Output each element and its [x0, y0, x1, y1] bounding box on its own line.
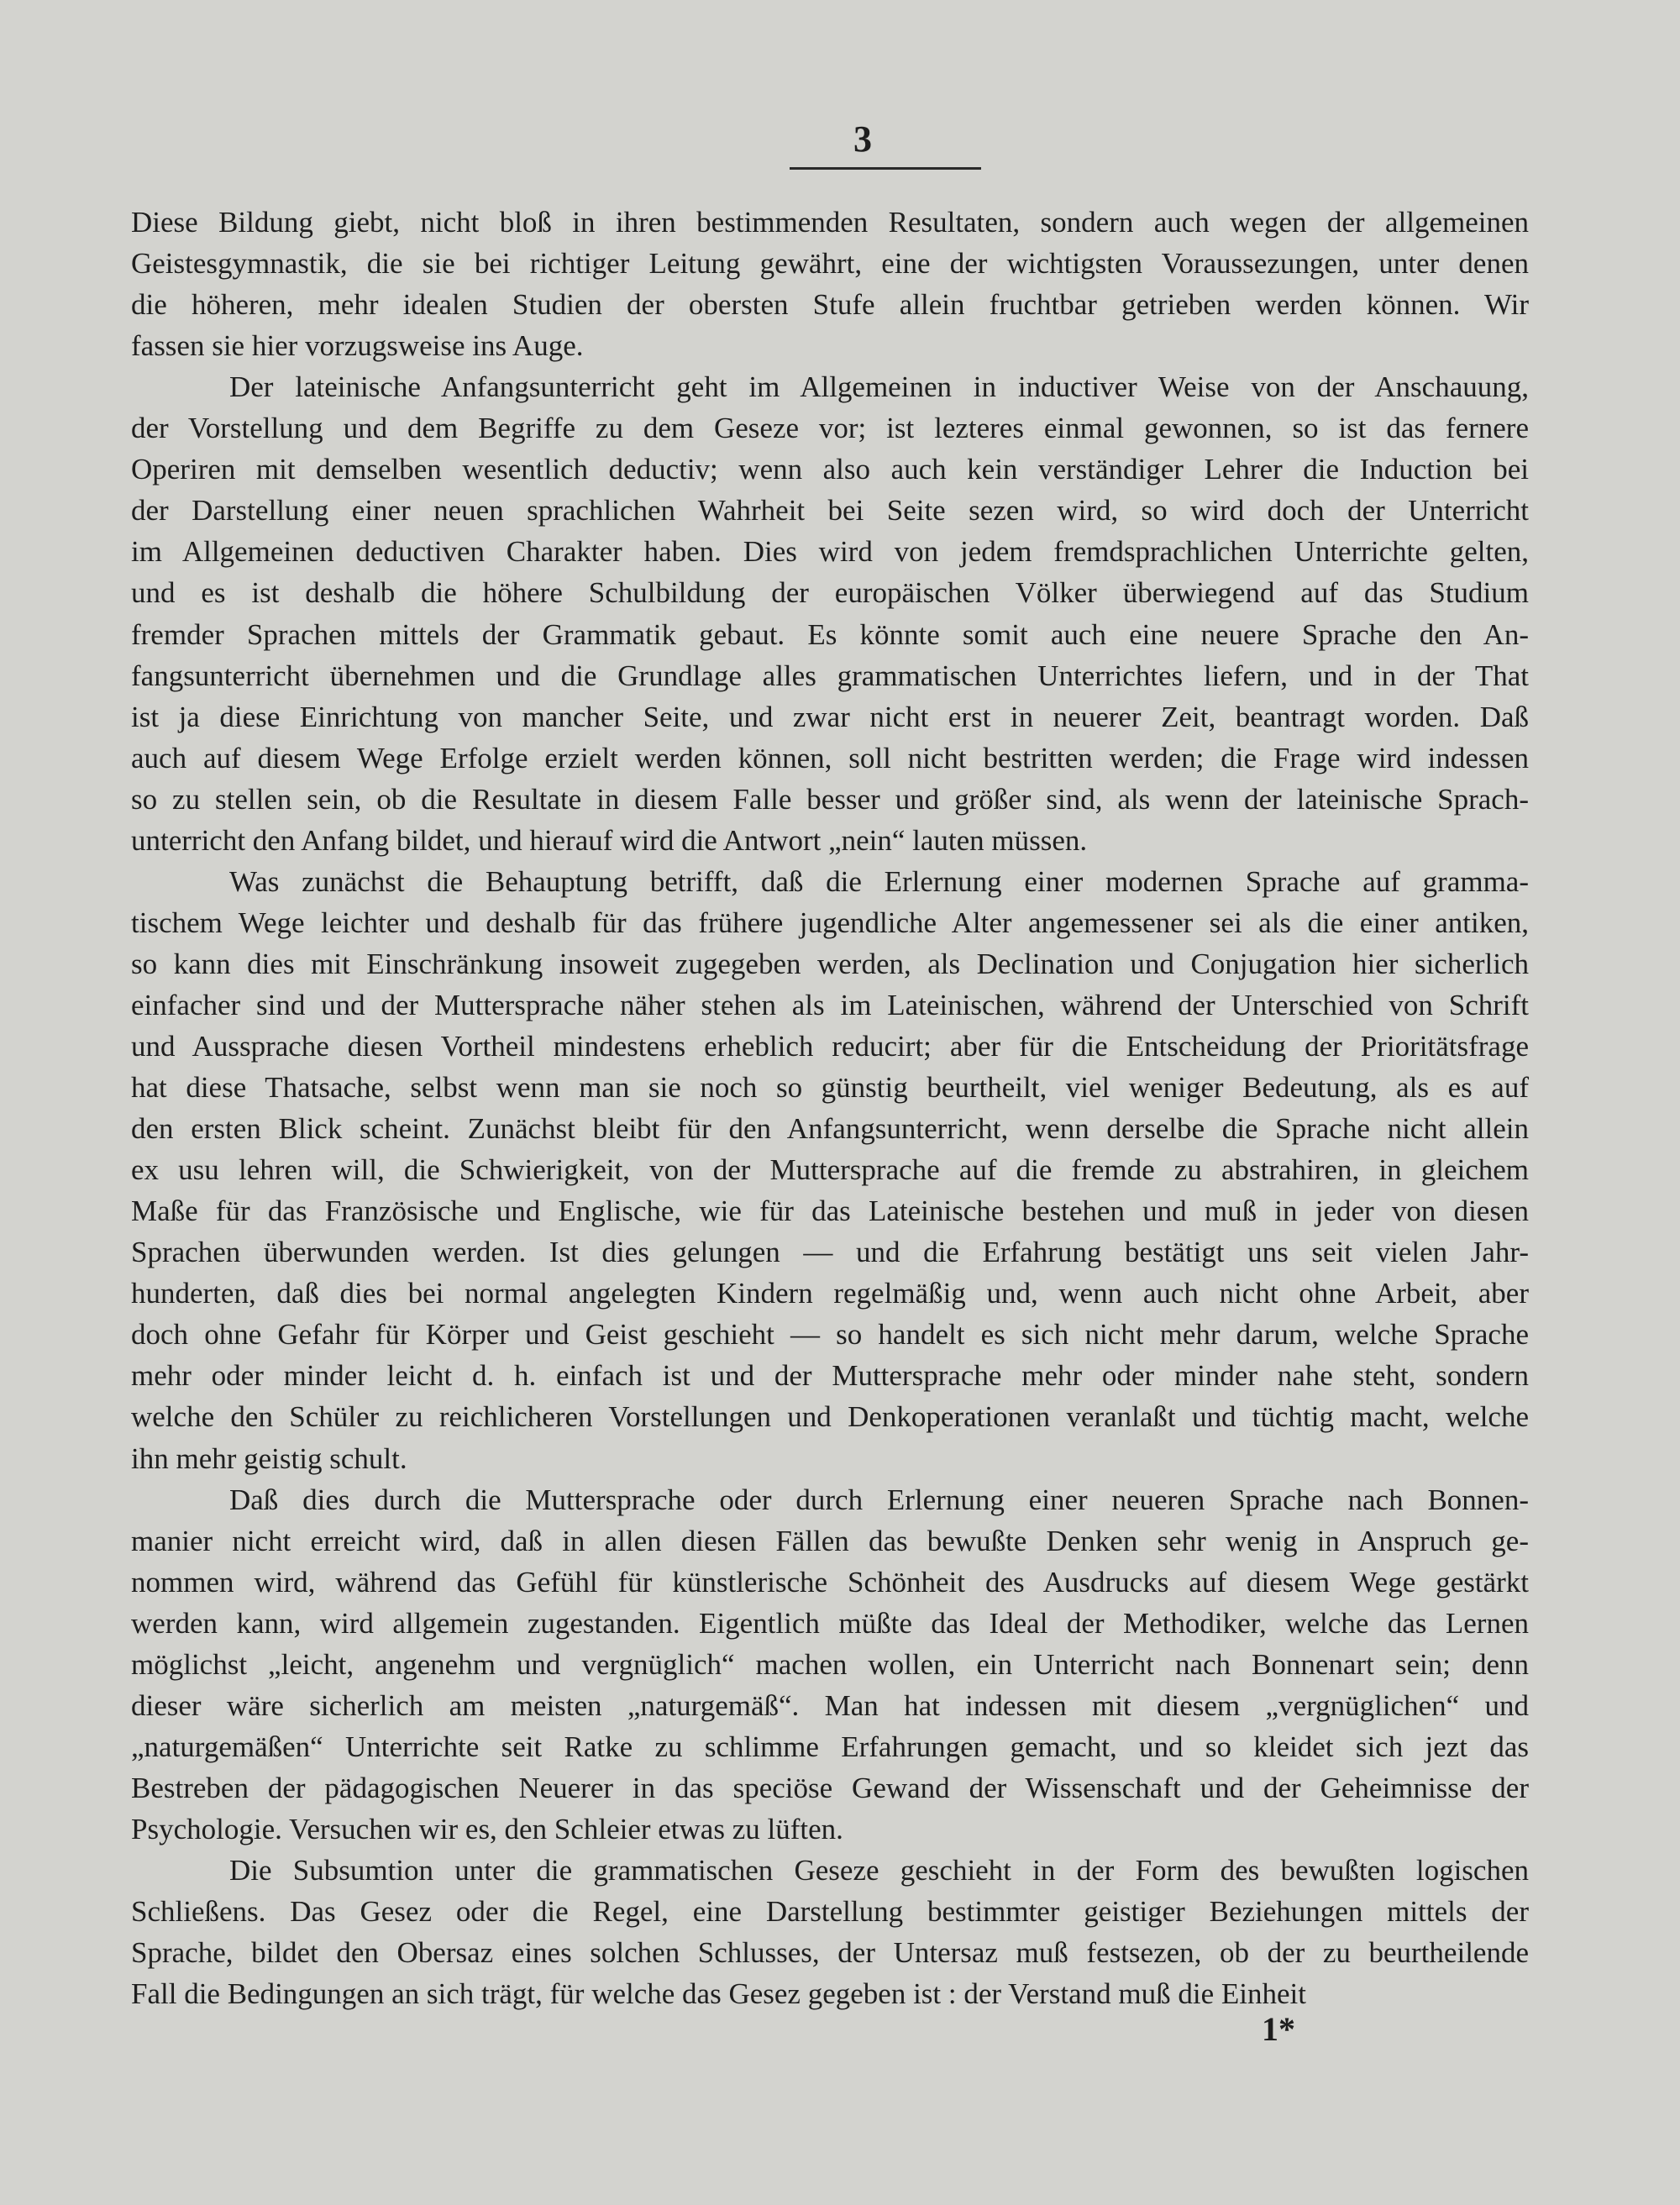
text-line: ist ja diese Einrichtung von mancher Seite, und zwar nicht erst in neuerer Zeit, beantragt worden. Daß [131, 700, 1529, 733]
text-line: Psychologie. Versuchen wir es, den Schleier etwas zu lüften. [131, 1812, 843, 1845]
header-rule [790, 167, 981, 170]
text-line: ex usu lehren will, die Schwierigkeit, von der Muttersprache auf die fremde zu abstrahiren, in gleichem [131, 1153, 1529, 1187]
text-line: hunderten, daß dies bei normal angelegten Kindern regelmäßig und, wenn auch nicht ohne Arbeit, aber [131, 1277, 1529, 1310]
page-number: 3 [853, 118, 872, 160]
text-line: Operiren mit demselben wesentlich deductiv; wenn also auch kein verständiger Lehrer die Induction bei [131, 453, 1529, 486]
text-line: möglichst „leicht, angenehm und vergnüglich“ machen wollen, ein Unterricht nach Bonnenart sein; denn [131, 1647, 1529, 1681]
text-line: fangsunterricht übernehmen und die Grundlage alles grammatischen Unterrichtes liefern, und in der That [131, 659, 1529, 692]
signature-mark: 1* [1262, 2010, 1295, 2048]
text-line: Maße für das Französische und Englische, wie für das Lateinische bestehen und muß in jeder von diesen [131, 1194, 1529, 1228]
text-line: Daß dies durch die Muttersprache oder durch Erlernung einer neueren Sprache nach Bonnen- [229, 1483, 1529, 1516]
text-line: Schließens. Das Gesez oder die Regel, eine Darstellung bestimmter geistiger Beziehungen mittels der [131, 1895, 1529, 1929]
text-line: ihn mehr geistig schult. [131, 1441, 407, 1475]
text-line: Was zunächst die Behauptung betrifft, daß die Erlernung einer modernen Sprache auf gramma- [229, 864, 1529, 898]
text-line: und Aussprache diesen Vortheil mindestens erheblich reducirt; aber für die Entscheidung der Prioritätsfrage [131, 1030, 1529, 1063]
text-line: Bestreben der pädagogischen Neuerer in das speciöse Gewand der Wissenschaft und der Geheimnisse der [131, 1771, 1529, 1804]
text-line: einfacher sind und der Muttersprache näher stehen als im Lateinischen, während der Unterschied von Schrift [131, 988, 1529, 1021]
text-line: so kann dies mit Einschränkung insoweit zugegeben werden, als Declination und Conjugation hier sicherlich [131, 947, 1529, 980]
text-line: doch ohne Gefahr für Körper und Geist geschieht — so handelt es sich nicht mehr darum, welche Sprache [131, 1318, 1529, 1352]
text-line: so zu stellen sein, ob die Resultate in diesem Falle besser und größer sind, als wenn der lateinische Sprach- [131, 782, 1529, 816]
text-line: hat diese Thatsache, selbst wenn man sie noch so günstig beurtheilt, viel weniger Bedeutung, als es auf [131, 1071, 1529, 1105]
text-line: Geistesgymnastik, die sie bei richtiger Leitung gewährt, eine der wichtigsten Voraussezungen, unter denen [131, 247, 1529, 281]
text-line: der Darstellung einer neuen sprachlichen Wahrheit bei Seite sezen wird, so wird doch der Unterricht [131, 494, 1529, 528]
text-line: manier nicht erreicht wird, daß in allen diesen Fällen das bewußte Denken sehr wenig in Anspruch ge- [131, 1524, 1529, 1557]
text-line: welche den Schüler zu reichlicheren Vorstellungen und Denkoperationen veranlaßt und tüchtig macht, welche [131, 1400, 1529, 1434]
text-line: Der lateinische Anfangsunterricht geht im Allgemeinen in inductiver Weise von der Anschauung, [229, 370, 1529, 404]
text-line: nommen wird, während das Gefühl für künstlerische Schönheit des Ausdrucks auf diesem Wege gestärkt [131, 1565, 1529, 1599]
text-line: unterricht den Anfang bildet, und hierauf wird die Antwort „nein“ lauten müssen. [131, 823, 1088, 857]
text-line: Sprachen überwunden werden. Ist dies gelungen — und die Erfahrung bestätigt uns seit vielen Jahr- [131, 1236, 1529, 1269]
text-line: Diese Bildung giebt, nicht bloß in ihren bestimmenden Resultaten, sondern auch wegen der allgemeinen [131, 206, 1529, 239]
text-line: der Vorstellung und dem Begriffe zu dem Geseze vor; ist lezteres einmal gewonnen, so ist das fernere [131, 412, 1529, 445]
text-line: „naturgemäßen“ Unterrichte seit Ratke zu schlimme Erfahrungen gemacht, und so kleidet sich jezt das [131, 1730, 1529, 1763]
text-line: dieser wäre sicherlich am meisten „naturgemäß“. Man hat indessen mit diesem „vergnüglichen“ und [131, 1688, 1529, 1722]
text-line: Sprache, bildet den Obersaz eines solchen Schlusses, der Untersaz muß festsezen, ob der zu beurtheilende [131, 1936, 1529, 1970]
text-line: werden kann, wird allgemein zugestanden. Eigentlich müßte das Ideal der Methodiker, welche das Lernen [131, 1606, 1529, 1640]
text-line: Die Subsumtion unter die grammatischen Geseze geschieht in der Form des bewußten logischen [229, 1854, 1529, 1887]
text-line: im Allgemeinen deductiven Charakter haben. Dies wird von jedem fremdsprachlichen Unterrichte gelten, [131, 535, 1529, 569]
text-line: auch auf diesem Wege Erfolge erzielt werden können, soll nicht bestritten werden; die Frage wird indessen [131, 741, 1529, 774]
text-line: den ersten Blick scheint. Zunächst bleibt für den Anfangsunterricht, wenn derselbe die Sprache nicht allein [131, 1112, 1529, 1146]
text-line: fassen sie hier vorzugsweise ins Auge. [131, 329, 584, 363]
text-line: fremder Sprachen mittels der Grammatik gebaut. Es könnte somit auch eine neuere Sprache den An- [131, 617, 1529, 651]
text-line: mehr oder minder leicht d. h. einfach ist und der Muttersprache mehr oder minder nahe steht, sondern [131, 1359, 1529, 1393]
text-line: Fall die Bedingungen an sich trägt, für welche das Gesez gegeben ist : der Verstand muß die Einheit [131, 1977, 1306, 2011]
text-line: tischem Wege leichter und deshalb für das frühere jugendliche Alter angemessener sei als die einer antiken, [131, 906, 1529, 939]
text-line: und es ist deshalb die höhere Schulbildung der europäischen Völker überwiegend auf das Studium [131, 576, 1529, 610]
text-line: die höheren, mehr idealen Studien der obersten Stufe allein fruchtbar getrieben werden können. Wir [131, 288, 1529, 322]
